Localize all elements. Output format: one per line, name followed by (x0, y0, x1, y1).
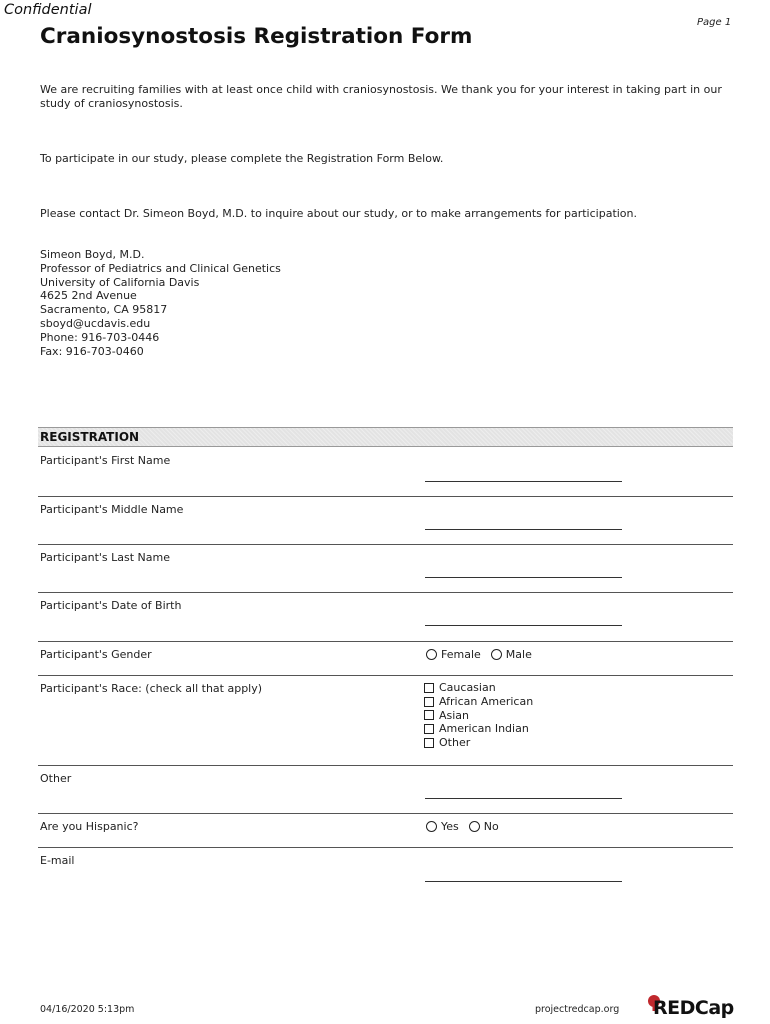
other-input-line[interactable] (425, 798, 622, 799)
field-row-email (38, 848, 733, 888)
race-option-caucasian[interactable] (424, 681, 533, 695)
hispanic-option-label: Yes (441, 820, 459, 833)
field-row-race (38, 676, 733, 766)
hispanic-option-label: No (483, 820, 499, 833)
field-row-hispanic (38, 814, 733, 848)
hispanic-option-yes[interactable] (426, 820, 459, 833)
hispanic-radio-group (426, 820, 509, 833)
contact-name: Simeon Boyd, M.D. (40, 248, 145, 261)
field-row-other (38, 766, 733, 814)
section-title: REGISTRATION (40, 430, 140, 444)
contact-street: 4625 2nd Avenue (40, 289, 137, 303)
field-row-gender (38, 642, 733, 676)
gender-option-male[interactable] (491, 648, 532, 661)
first-name-label: Participant's First Name (40, 454, 171, 467)
email-input-line[interactable] (425, 881, 622, 882)
contact-address-block (40, 248, 281, 358)
race-option-label: Other (439, 736, 471, 750)
confidential-label: Confidential (4, 2, 92, 18)
page-number: Page 1 (697, 17, 732, 28)
hispanic-label: Are you Hispanic? (40, 820, 139, 833)
radio-circle-icon[interactable] (491, 649, 502, 660)
gender-option-label: Male (505, 648, 532, 661)
intro-paragraph-contact: Please contact Dr. Simeon Boyd, M.D. to inquire about our study, or to make arrangements for participation. (40, 207, 638, 220)
form-title: Craniosynostosis Registration Form (40, 24, 473, 49)
race-option-asian[interactable] (424, 709, 533, 723)
radio-circle-icon[interactable] (426, 821, 437, 832)
footer-site-link[interactable]: projectredcap.org (535, 1004, 620, 1015)
checkbox-icon[interactable] (424, 724, 434, 734)
contact-title: Professor of Pediatrics and Clinical Genetics (40, 261, 281, 275)
first-name-input-line[interactable] (425, 481, 622, 482)
footer-timestamp: 04/16/2020 5:13pm (40, 1004, 135, 1015)
race-option-american-indian[interactable] (424, 722, 533, 736)
redcap-logo (645, 994, 735, 1022)
middle-name-input-line[interactable] (425, 529, 622, 530)
checkbox-icon[interactable] (424, 738, 434, 748)
intro-paragraph-instructions: To participate in our study, please complete the Registration Form Below. (40, 152, 444, 165)
race-checkbox-group (424, 681, 533, 750)
checkbox-icon[interactable] (424, 683, 434, 693)
contact-phone: Phone: 916-703-0446 (40, 330, 160, 344)
race-option-other[interactable] (424, 736, 533, 750)
contact-university: University of California Davis (40, 275, 200, 289)
field-row-date-of-birth (38, 593, 733, 642)
last-name-input-line[interactable] (425, 577, 622, 578)
middle-name-label: Participant's Middle Name (40, 503, 184, 516)
race-option-label: Asian (439, 708, 470, 722)
field-row-middle-name (38, 497, 733, 545)
contact-email[interactable]: sboyd@ucdavis.edu (40, 316, 151, 330)
date-of-birth-label: Participant's Date of Birth (40, 599, 182, 612)
field-row-first-name (38, 448, 733, 497)
race-option-label: Caucasian (439, 681, 496, 694)
registration-section-header (38, 427, 733, 447)
last-name-label: Participant's Last Name (40, 551, 170, 564)
checkbox-icon[interactable] (424, 710, 434, 720)
checkbox-icon[interactable] (424, 697, 434, 707)
intro-paragraph-recruiting: We are recruiting families with at least once child with craniosynostosis. We thank you for your interest in taking part in our study of craniosynostosis. (40, 83, 722, 110)
race-label: Participant's Race: (check all that apply) (40, 682, 263, 695)
field-row-last-name (38, 545, 733, 593)
race-option-african-american[interactable] (424, 695, 533, 709)
hispanic-option-no[interactable] (469, 820, 499, 833)
email-label: E-mail (40, 854, 75, 867)
date-of-birth-input-line[interactable] (425, 625, 622, 626)
radio-circle-icon[interactable] (469, 821, 480, 832)
redcap-wordmark: REDCap (653, 997, 734, 1019)
contact-city: Sacramento, CA 95817 (40, 303, 168, 317)
other-label: Other (40, 772, 72, 785)
race-option-label: African American (439, 694, 534, 708)
gender-label: Participant's Gender (40, 648, 152, 661)
gender-option-female[interactable] (426, 648, 481, 661)
race-option-label: American Indian (439, 722, 529, 736)
gender-radio-group (426, 648, 542, 661)
radio-circle-icon[interactable] (426, 649, 437, 660)
contact-fax: Fax: 916-703-0460 (40, 344, 144, 358)
gender-option-label: Female (441, 648, 481, 661)
